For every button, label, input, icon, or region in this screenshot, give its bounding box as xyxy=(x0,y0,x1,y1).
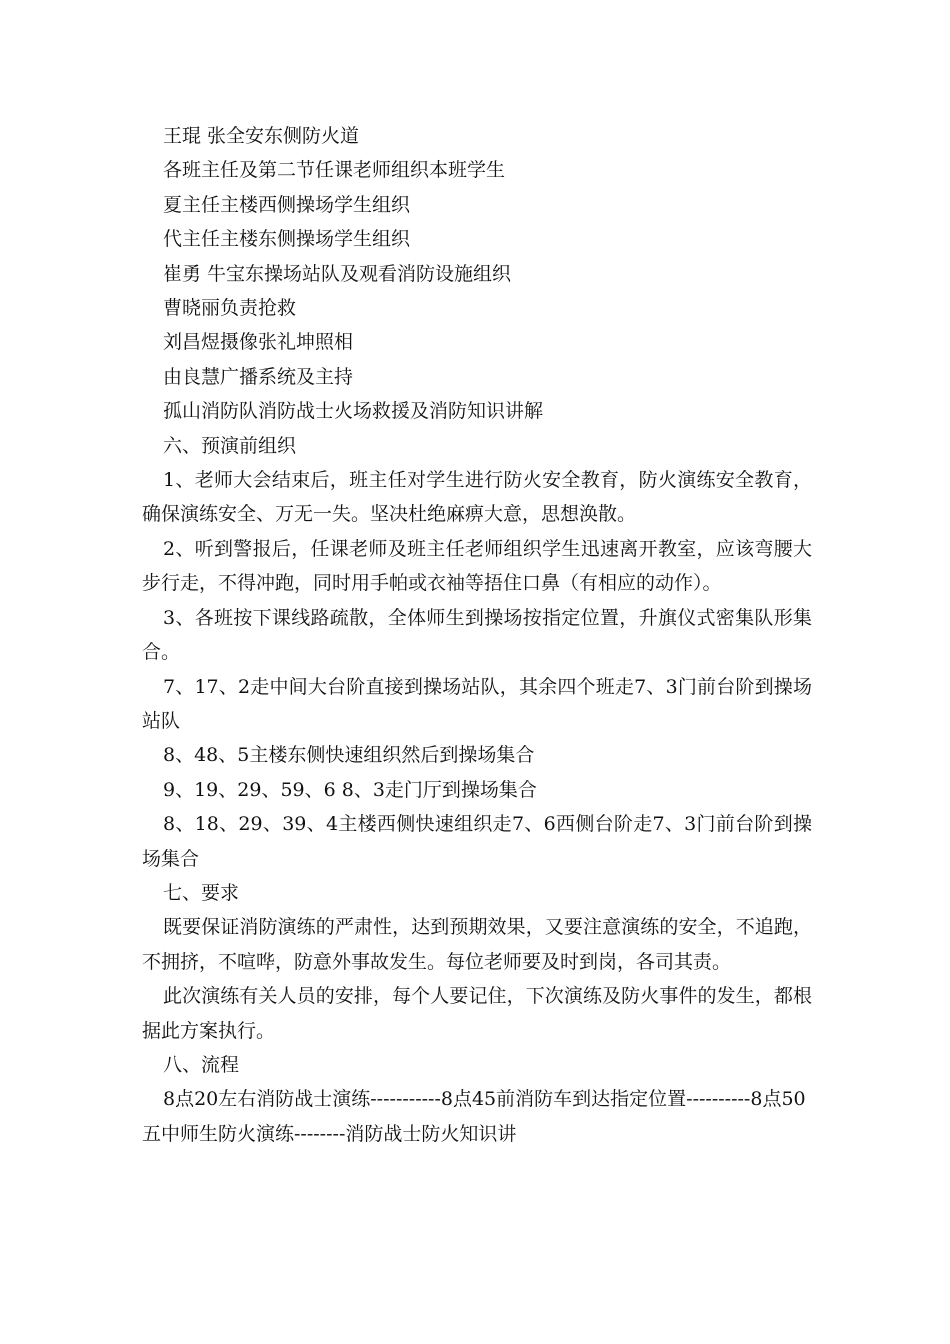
paragraph-rescue: 曹晓丽负责抢救 xyxy=(163,297,297,320)
paragraph-fire-brigade: 孤山消防队消防战士火场救援及消防知识讲解 xyxy=(163,400,544,423)
paragraph-route-3: 9、19、29、59、6 8、3走门厅到操场集合 xyxy=(163,778,537,801)
paragraph-fire-lane: 王琨 张全安东侧防火道 xyxy=(163,125,360,147)
paragraph-route-2: 8、48、5主楼东侧快速组织然后到操场集合 xyxy=(163,744,535,767)
paragraph-item-1: 1、老师大会结束后，班主任对学生进行防火安全教育，防火演练安全教育，确保演练安全、万无一失。坚决杜绝麻痹大意，思想涣散。 xyxy=(142,469,812,526)
section-heading-process: 八、流程 xyxy=(163,1053,240,1076)
paragraph-east-field: 代主任主楼东侧操场学生组织 xyxy=(163,228,411,251)
paragraph-item-3: 3、各班按下课线路疏散，全体师生到操场按指定位置，升旗仪式密集队形集合。 xyxy=(142,606,812,664)
paragraph-photography: 刘昌煜摄像张礼坤照相 xyxy=(163,331,354,354)
paragraph-process: 8点20左右消防战士演练-----------8点45前消防车到达指定位置----------8点50五中师生防火演练--------消防战士防火知识讲 xyxy=(142,1088,806,1145)
paragraph-broadcast: 由良慧广播系统及主持 xyxy=(163,365,354,388)
paragraph-route-1: 7、17、2走中间大台阶直接到操场站队，其余四个班走7、3门前台阶到操场站队 xyxy=(142,675,812,732)
section-heading-requirements: 七、要求 xyxy=(163,881,240,904)
paragraph-arrangement: 此次演练有关人员的安排，每个人要记住，下次演练及防火事件的发生，都根据此方案执行。 xyxy=(142,985,812,1042)
paragraph-east-field-lineup: 崔勇 牛宝东操场站队及观看消防设施组织 xyxy=(163,262,512,285)
paragraph-west-field: 夏主任主楼西侧操场学生组织 xyxy=(163,193,411,216)
document-body xyxy=(142,119,812,1151)
paragraph-item-2: 2、听到警报后，任课老师及班主任老师组织学生迅速离开教室，应该弯腰大步行走，不得冲跑，同时用手帕或衣袖等捂住口鼻（有相应的动作）。 xyxy=(142,537,812,595)
paragraph-requirements: 既要保证消防演练的严肃性，达到预期效果，又要注意演练的安全，不追跑，不拥挤，不喧哗，防意外事故发生。每位老师要及时到岗，各司其责。 xyxy=(142,916,812,973)
paragraph-route-4: 8、18、29、39、4主楼西侧快速组织走7、6西侧台阶走7、3门前台阶到操场集合 xyxy=(142,813,812,870)
section-heading-pre-drill: 六、预演前组织 xyxy=(163,434,297,457)
paragraph-class-teachers: 各班主任及第二节任课老师组织本班学生 xyxy=(163,159,506,182)
